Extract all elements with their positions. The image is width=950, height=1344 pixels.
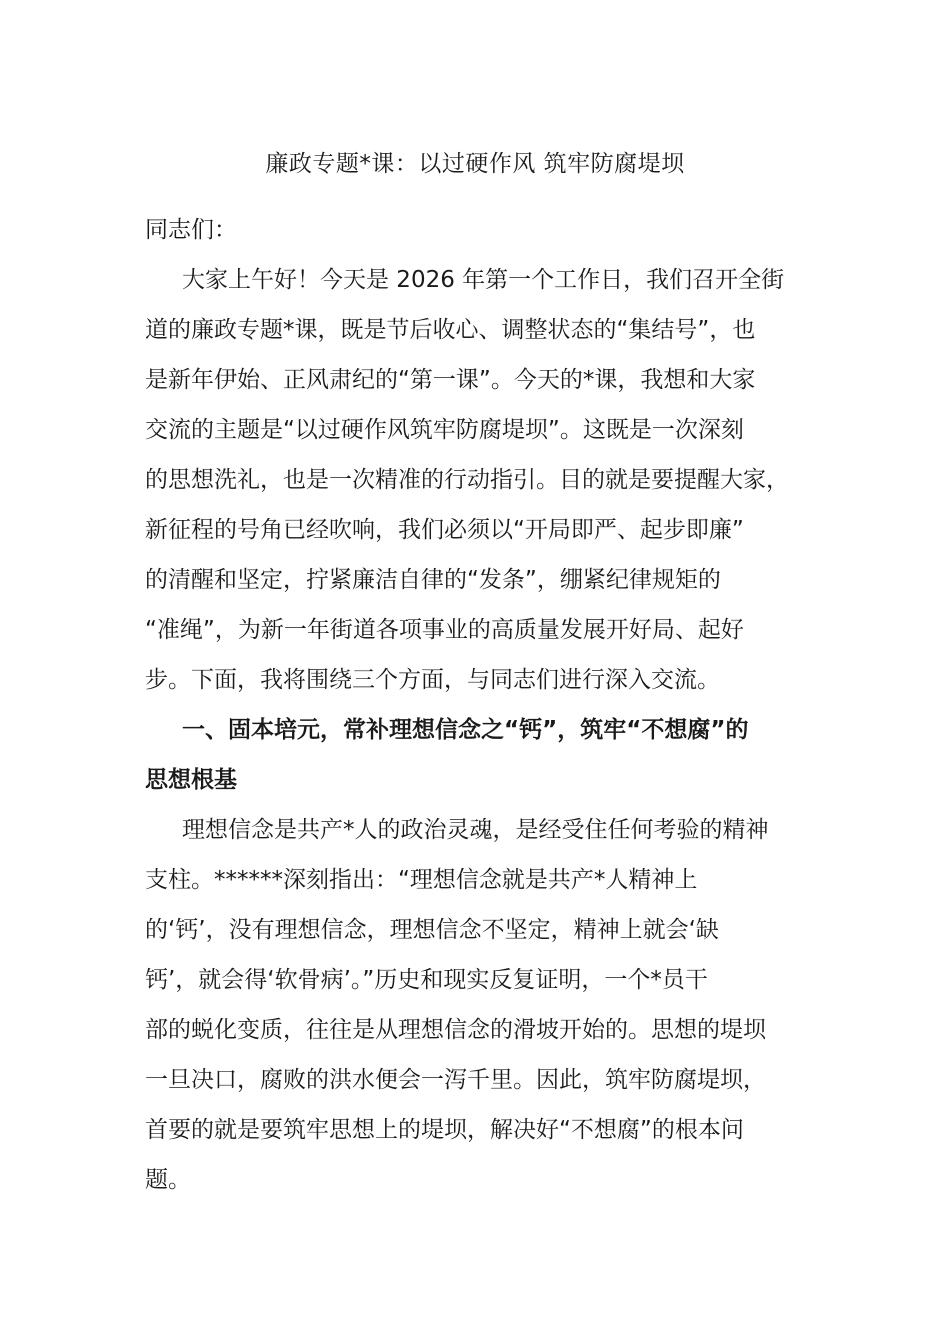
text-line: 交流的主题是“以过硬作风筑牢防腐堤坝”。这既是一次深刻 bbox=[145, 417, 744, 443]
text-line: 是新年伊始、正风肃纪的“第一课”。今天的*课，我想和大家 bbox=[145, 367, 756, 393]
text-line: 同志们： bbox=[145, 217, 237, 243]
text-line: 步。下面，我将围绕三个方面，与同志们进行深入交流。 bbox=[145, 667, 720, 693]
text-line: 理想信念是共产*人的政治灵魂，是经受住任何考验的精神 bbox=[182, 817, 769, 843]
text-line: “准绳”，为新一年街道各项事业的高质量发展开好局、起好 bbox=[145, 617, 744, 643]
document-title: 廉政专题*课：以过硬作风 筑牢防腐堤坝 bbox=[265, 151, 685, 177]
text-line: 大家上午好！今天是 2026 年第一个工作日，我们召开全街 bbox=[182, 267, 785, 293]
text-line: 支柱。******深刻指出：“理想信念就是共产*人精神上 bbox=[145, 867, 698, 893]
section-heading-line: 一、固本培元，常补理想信念之“钙”，筑牢“不想腐”的 bbox=[182, 717, 749, 743]
text-line: 题。 bbox=[145, 1167, 191, 1193]
text-line: 首要的就是要筑牢思想上的堤坝，解决好“不想腐”的根本问 bbox=[145, 1117, 744, 1143]
section-heading-line: 思想根基 bbox=[145, 767, 237, 793]
text-line: 的清醒和坚定，拧紧廉洁自律的“发条”，绷紧纪律规矩的 bbox=[145, 567, 721, 593]
text-line: 新征程的号角已经吹响，我们必须以“开局即严、起步即廉” bbox=[145, 517, 744, 543]
text-line: 钙’，就会得‘软骨病’。”历史和现实反复证明，一个*员干 bbox=[145, 967, 708, 993]
document-body bbox=[145, 205, 815, 1205]
text-line: 的‘钙’，没有理想信念，理想信念不坚定，精神上就会‘缺 bbox=[145, 917, 719, 943]
text-line: 道的廉政专题*课，既是节后收心、调整状态的“集结号”，也 bbox=[145, 317, 756, 343]
text-line: 部的蜕化变质，往往是从理想信念的滑坡开始的。思想的堤坝 bbox=[145, 1017, 766, 1043]
text-line: 的思想洗礼，也是一次精准的行动指引。目的就是要提醒大家， bbox=[145, 467, 789, 493]
text-line: 一旦决口，腐败的洪水便会一泻千里。因此，筑牢防腐堤坝， bbox=[145, 1067, 766, 1093]
